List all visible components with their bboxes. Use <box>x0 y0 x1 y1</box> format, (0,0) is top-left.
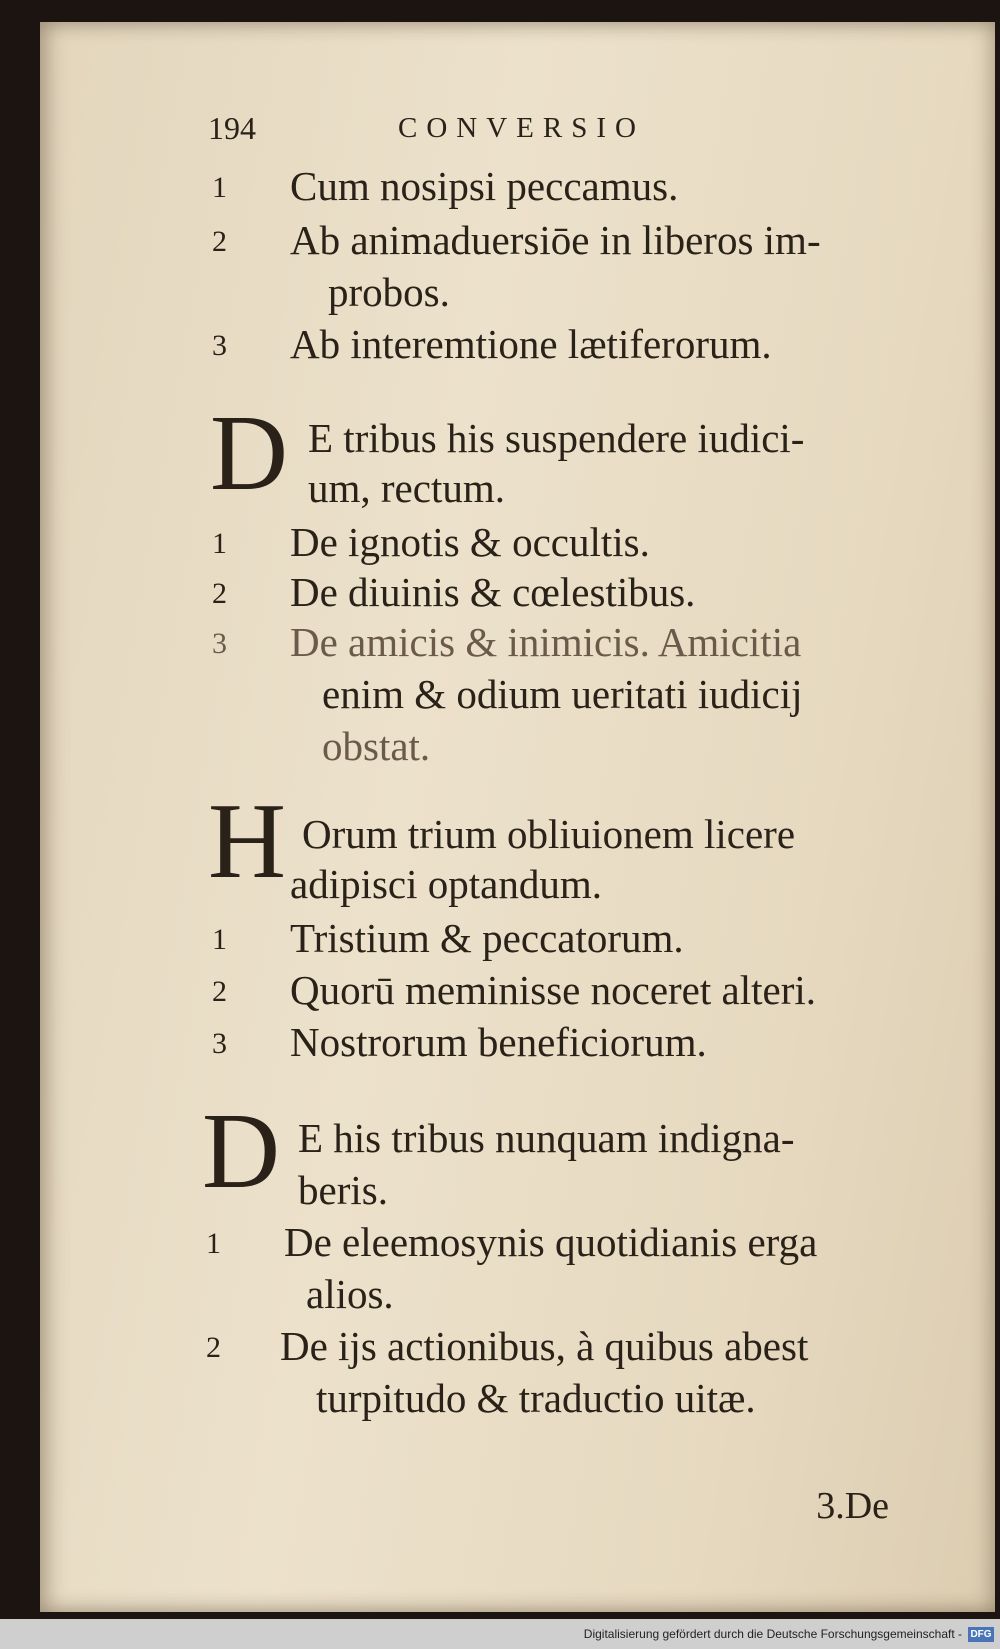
dfg-logo[interactable]: DFG <box>968 1627 994 1642</box>
item-number: 1 <box>212 527 227 560</box>
item-number: 3 <box>212 627 227 660</box>
page-header <box>208 110 808 154</box>
heading-text: beris. <box>298 1167 388 1213</box>
book-page <box>40 22 995 1612</box>
footer-bar <box>0 1619 1000 1649</box>
catchword: 3.De <box>816 1485 889 1527</box>
item-text: De eleemosynis quotidianis erga <box>284 1219 818 1265</box>
item-text: obstat. <box>322 723 431 769</box>
item-text: De diuinis & cœlestibus. <box>290 569 696 615</box>
item-number: 3 <box>212 1027 227 1060</box>
item-text: Nostrorum beneficiorum. <box>290 1019 707 1065</box>
drop-cap: D <box>210 394 288 513</box>
heading-text: um, rectum. <box>308 465 505 511</box>
heading-text: E tribus his suspendere iudici- <box>308 415 805 461</box>
drop-cap: H <box>208 782 286 901</box>
item-text: probos. <box>328 269 450 315</box>
item-text: Ab animaduersiōe in liberos im- <box>290 217 821 263</box>
footer-text: Digitalisierung gefördert durch die Deutsche Forschungsgemeinschaft - <box>583 1627 962 1641</box>
item-number: 2 <box>206 1331 221 1364</box>
item-text: De amicis & inimicis. Amicitia <box>290 619 802 665</box>
item-text: De ignotis & occultis. <box>290 519 650 565</box>
item-text: Ab interemtione lætiferorum. <box>290 321 772 367</box>
item-text: alios. <box>306 1271 394 1317</box>
item-number: 2 <box>212 225 227 258</box>
heading-text: adipisci optandum. <box>290 861 603 907</box>
item-number: 3 <box>212 329 227 362</box>
item-text: De ijs actionibus, à quibus abest <box>280 1323 809 1369</box>
heading-text: E his tribus nunquam indigna- <box>298 1115 795 1161</box>
item-text: Quorū meminisse noceret alteri. <box>290 967 816 1013</box>
drop-cap: D <box>202 1092 280 1211</box>
item-number: 1 <box>212 171 227 204</box>
item-number: 1 <box>206 1227 221 1260</box>
item-text: enim & odium ueritati iudicij <box>322 671 803 717</box>
item-number: 1 <box>212 923 227 956</box>
item-number: 2 <box>212 975 227 1008</box>
heading-text: Orum trium obliuionem licere <box>302 811 796 857</box>
running-title: CONVERSIO <box>398 112 645 144</box>
item-number: 2 <box>212 577 227 610</box>
item-text: turpitudo & traductio uitæ. <box>316 1375 756 1421</box>
item-text: Cum nosipsi peccamus. <box>290 163 679 209</box>
page-number: 194 <box>208 110 256 146</box>
item-text: Tristium & peccatorum. <box>290 915 684 961</box>
